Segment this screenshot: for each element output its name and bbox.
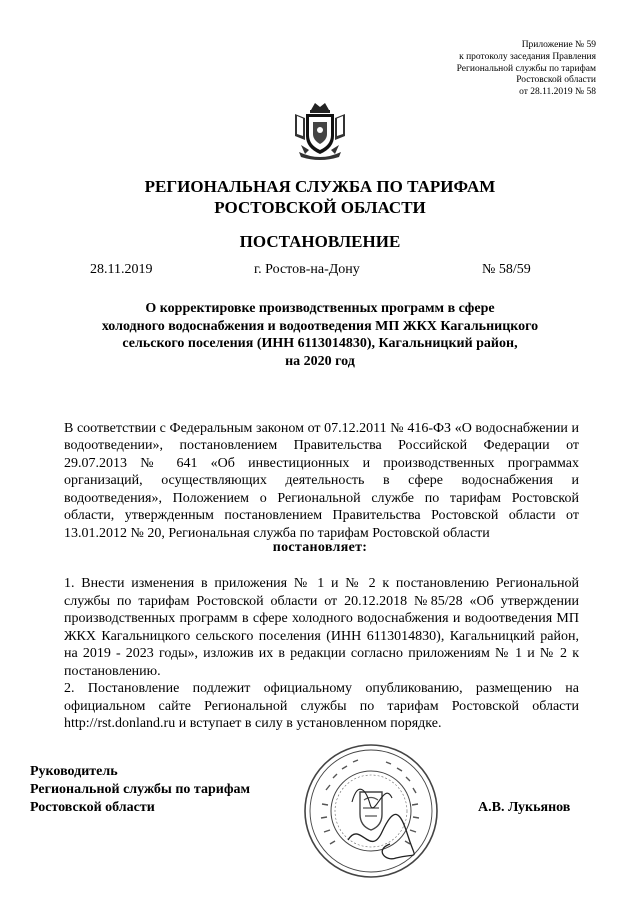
signer-title-line-1: Руководитель xyxy=(30,764,118,779)
appendix-line: Региональной службы по тарифам xyxy=(456,63,596,74)
subject-line: О корректировке производственных программ в сфере xyxy=(145,301,495,316)
appendix-line: от 28.11.2019 № 58 xyxy=(519,87,596,98)
preamble-text: В соответствии с Федеральным законом от 07.12.2011 № 416-ФЗ «О водоснабжении и водоотведении», постановлением Правительства Российской Федерации от 29.07.2013 № 641 «Об инвестиционных и производственных программах организаций, осуществляющих деятельность в сфере водоснабжения и водоотведения», Положением о Региональной службе по тарифам Ростовской области, утвержденным постановлением Правительства Ростовской области от 13.01.2012 № 20, Региональная служба по тарифам Ростовской области xyxy=(64,420,579,541)
appendix-line: Приложение № 59 xyxy=(521,40,596,50)
document-subject xyxy=(60,300,580,370)
coat-of-arms-icon xyxy=(291,100,349,162)
appendix-note xyxy=(457,40,596,99)
subject-line: холодного водоснабжения и водоотведения МП ЖКХ Кагальницкого xyxy=(101,318,539,334)
signer-name: А.В. Лукьянов xyxy=(478,800,571,815)
item-1-text: 1. Внести изменения в приложения № 1 и № 2 к постановлению Региональной службы по тарифам Ростовской области от 20.12.2018 №85/28 «Об утверждении производственных программ в сфере холодного водоснабжения и водоотведения МП ЖКХ Кагальницкого сельского поселения (ИНН 6113014830), Кагальницкий район, на 2019 - 2023 годы», изложив их в редакции согласно приложениям № 1 и № 2 к постановлению. xyxy=(64,576,579,679)
subject-line: сельского поселения (ИНН 6113014830), Кагальницкий район, xyxy=(122,336,518,351)
document-number: № 58/59 xyxy=(482,262,531,277)
preamble-paragraph xyxy=(64,402,579,542)
decree-word: постановляет: xyxy=(272,540,368,555)
item-2-text: 2. Постановление подлежит официальному опубликованию, размещению на официальном сайте Региональной службы по тарифам Ростовской области http://rst.donland.ru и вступает в силу в установленном порядке. xyxy=(64,681,579,731)
org-line-1: РЕГИОНАЛЬНАЯ СЛУЖБА ПО ТАРИФАМ xyxy=(144,177,496,196)
appendix-line: к протоколу заседания Правления xyxy=(459,51,596,62)
document-date: 28.11.2019 xyxy=(90,262,153,277)
signer-title-line-2: Региональной службы по тарифам xyxy=(30,782,251,797)
subject-line: на 2020 год xyxy=(285,353,355,369)
organization-name xyxy=(0,176,640,218)
item-1-paragraph xyxy=(64,575,579,680)
signer-title xyxy=(30,763,250,817)
signer-title-line-3: Ростовской области xyxy=(30,800,155,815)
item-2-paragraph xyxy=(64,680,579,733)
document-city: г. Ростов-на-Дону xyxy=(254,262,360,277)
official-seal-stamp xyxy=(300,740,442,882)
document-type: ПОСТАНОВЛЕНИЕ xyxy=(239,232,401,251)
appendix-line: Ростовской области xyxy=(516,75,596,86)
org-line-2: РОСТОВСКОЙ ОБЛАСТИ xyxy=(214,198,426,217)
